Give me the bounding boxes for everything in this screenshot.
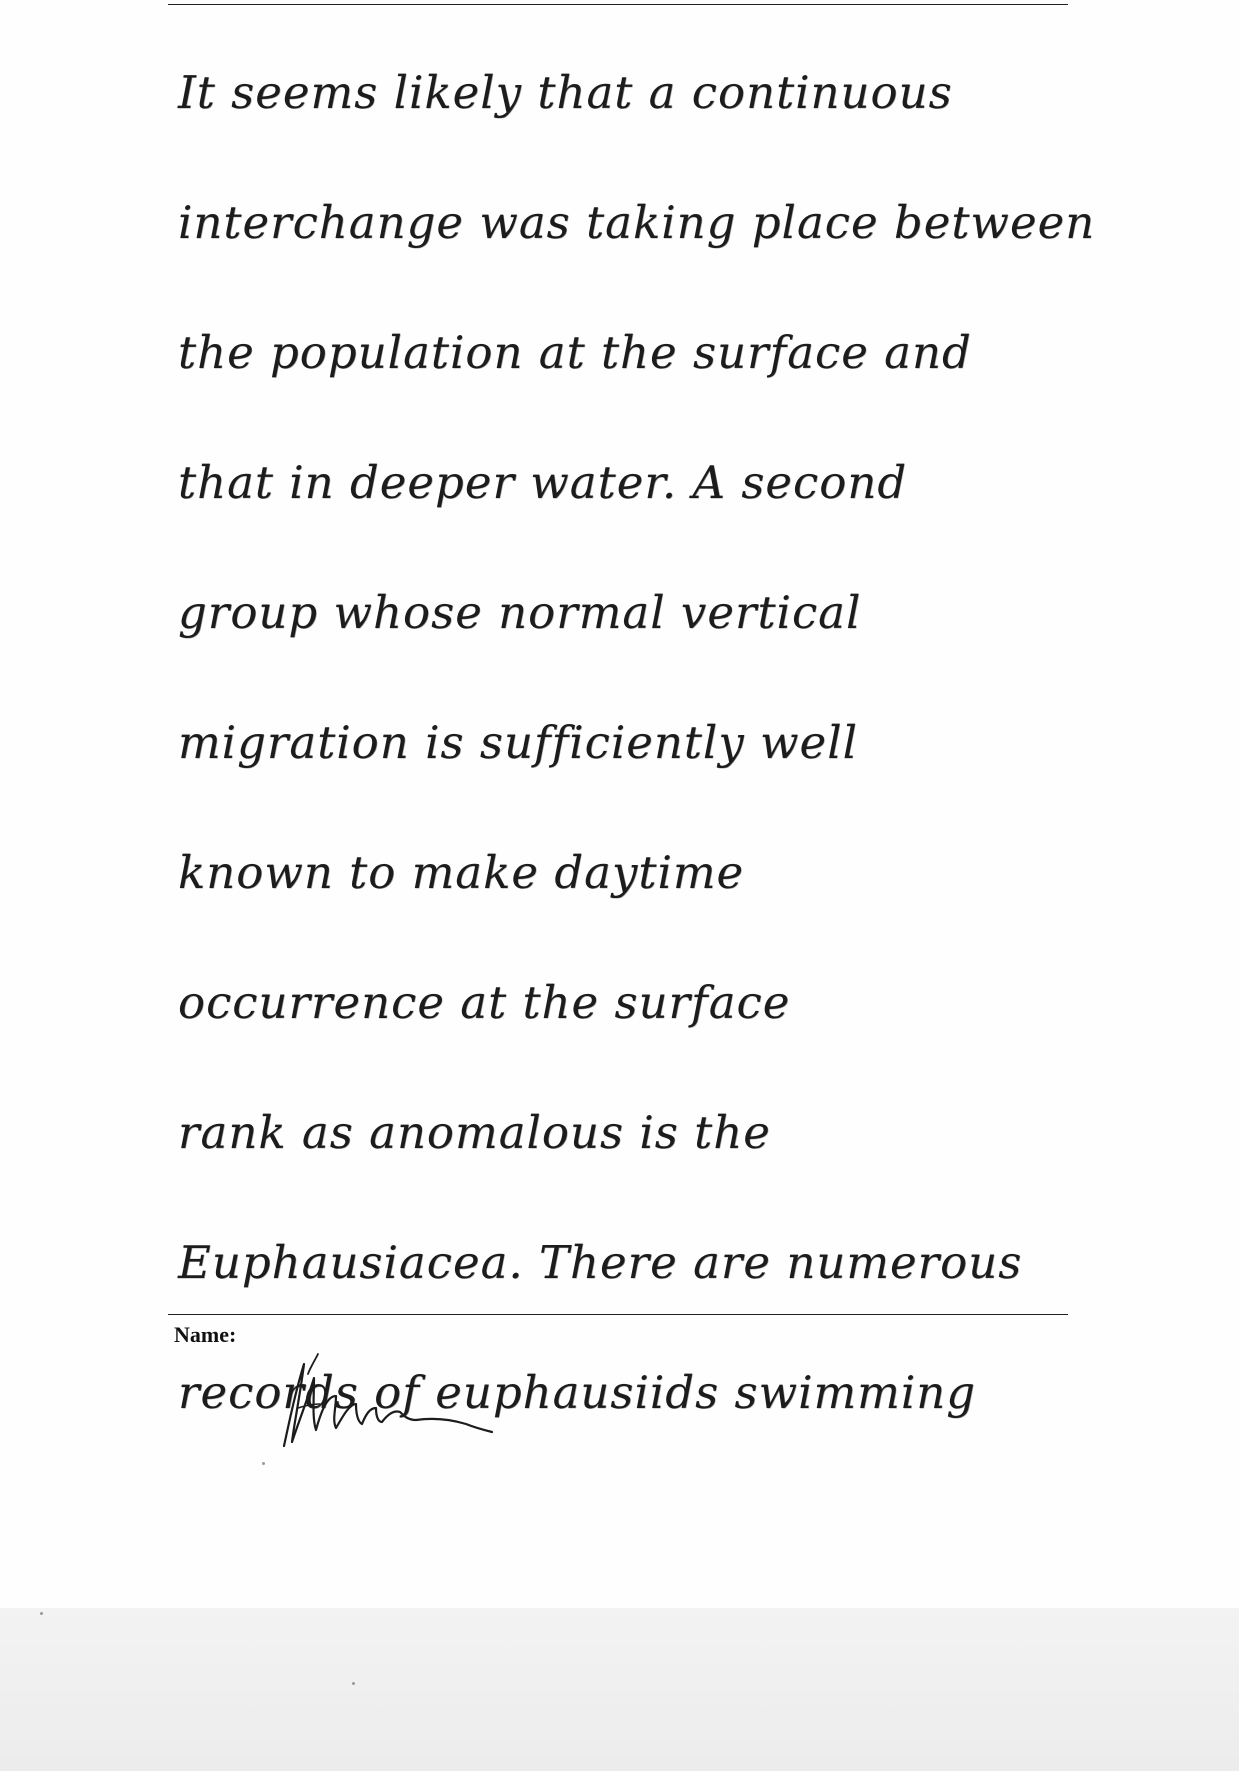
handwritten-line: records of euphausiids swimming <box>178 1366 977 1419</box>
page-bottom-shadow <box>0 1608 1239 1771</box>
handwritten-line: Euphausiacea. There are numerous <box>178 1236 1023 1289</box>
paper-speck <box>40 1612 43 1615</box>
handwritten-line: rank as anomalous is the <box>178 1106 771 1159</box>
handwritten-line: occurrence at the surface <box>178 976 791 1029</box>
bottom-rule <box>168 1314 1068 1315</box>
top-rule <box>168 4 1068 5</box>
handwritten-line: known to make daytime <box>178 846 745 899</box>
handwritten-line: interchange was taking place between <box>178 196 1096 249</box>
handwritten-line: It seems likely that a continuous <box>178 66 953 119</box>
paper-speck <box>352 1682 355 1685</box>
name-label: Name: <box>174 1322 237 1347</box>
handwritten-line: the population at the surface and <box>178 326 972 379</box>
handwritten-line: that in deeper water. A second <box>178 456 908 509</box>
paper-speck <box>262 1462 265 1465</box>
handwritten-line: group whose normal vertical <box>178 586 862 639</box>
handwritten-line: migration is sufficiently well <box>178 716 858 769</box>
handwritten-signature-icon <box>270 1338 530 1458</box>
handwritten-text-block <box>178 28 1096 1458</box>
